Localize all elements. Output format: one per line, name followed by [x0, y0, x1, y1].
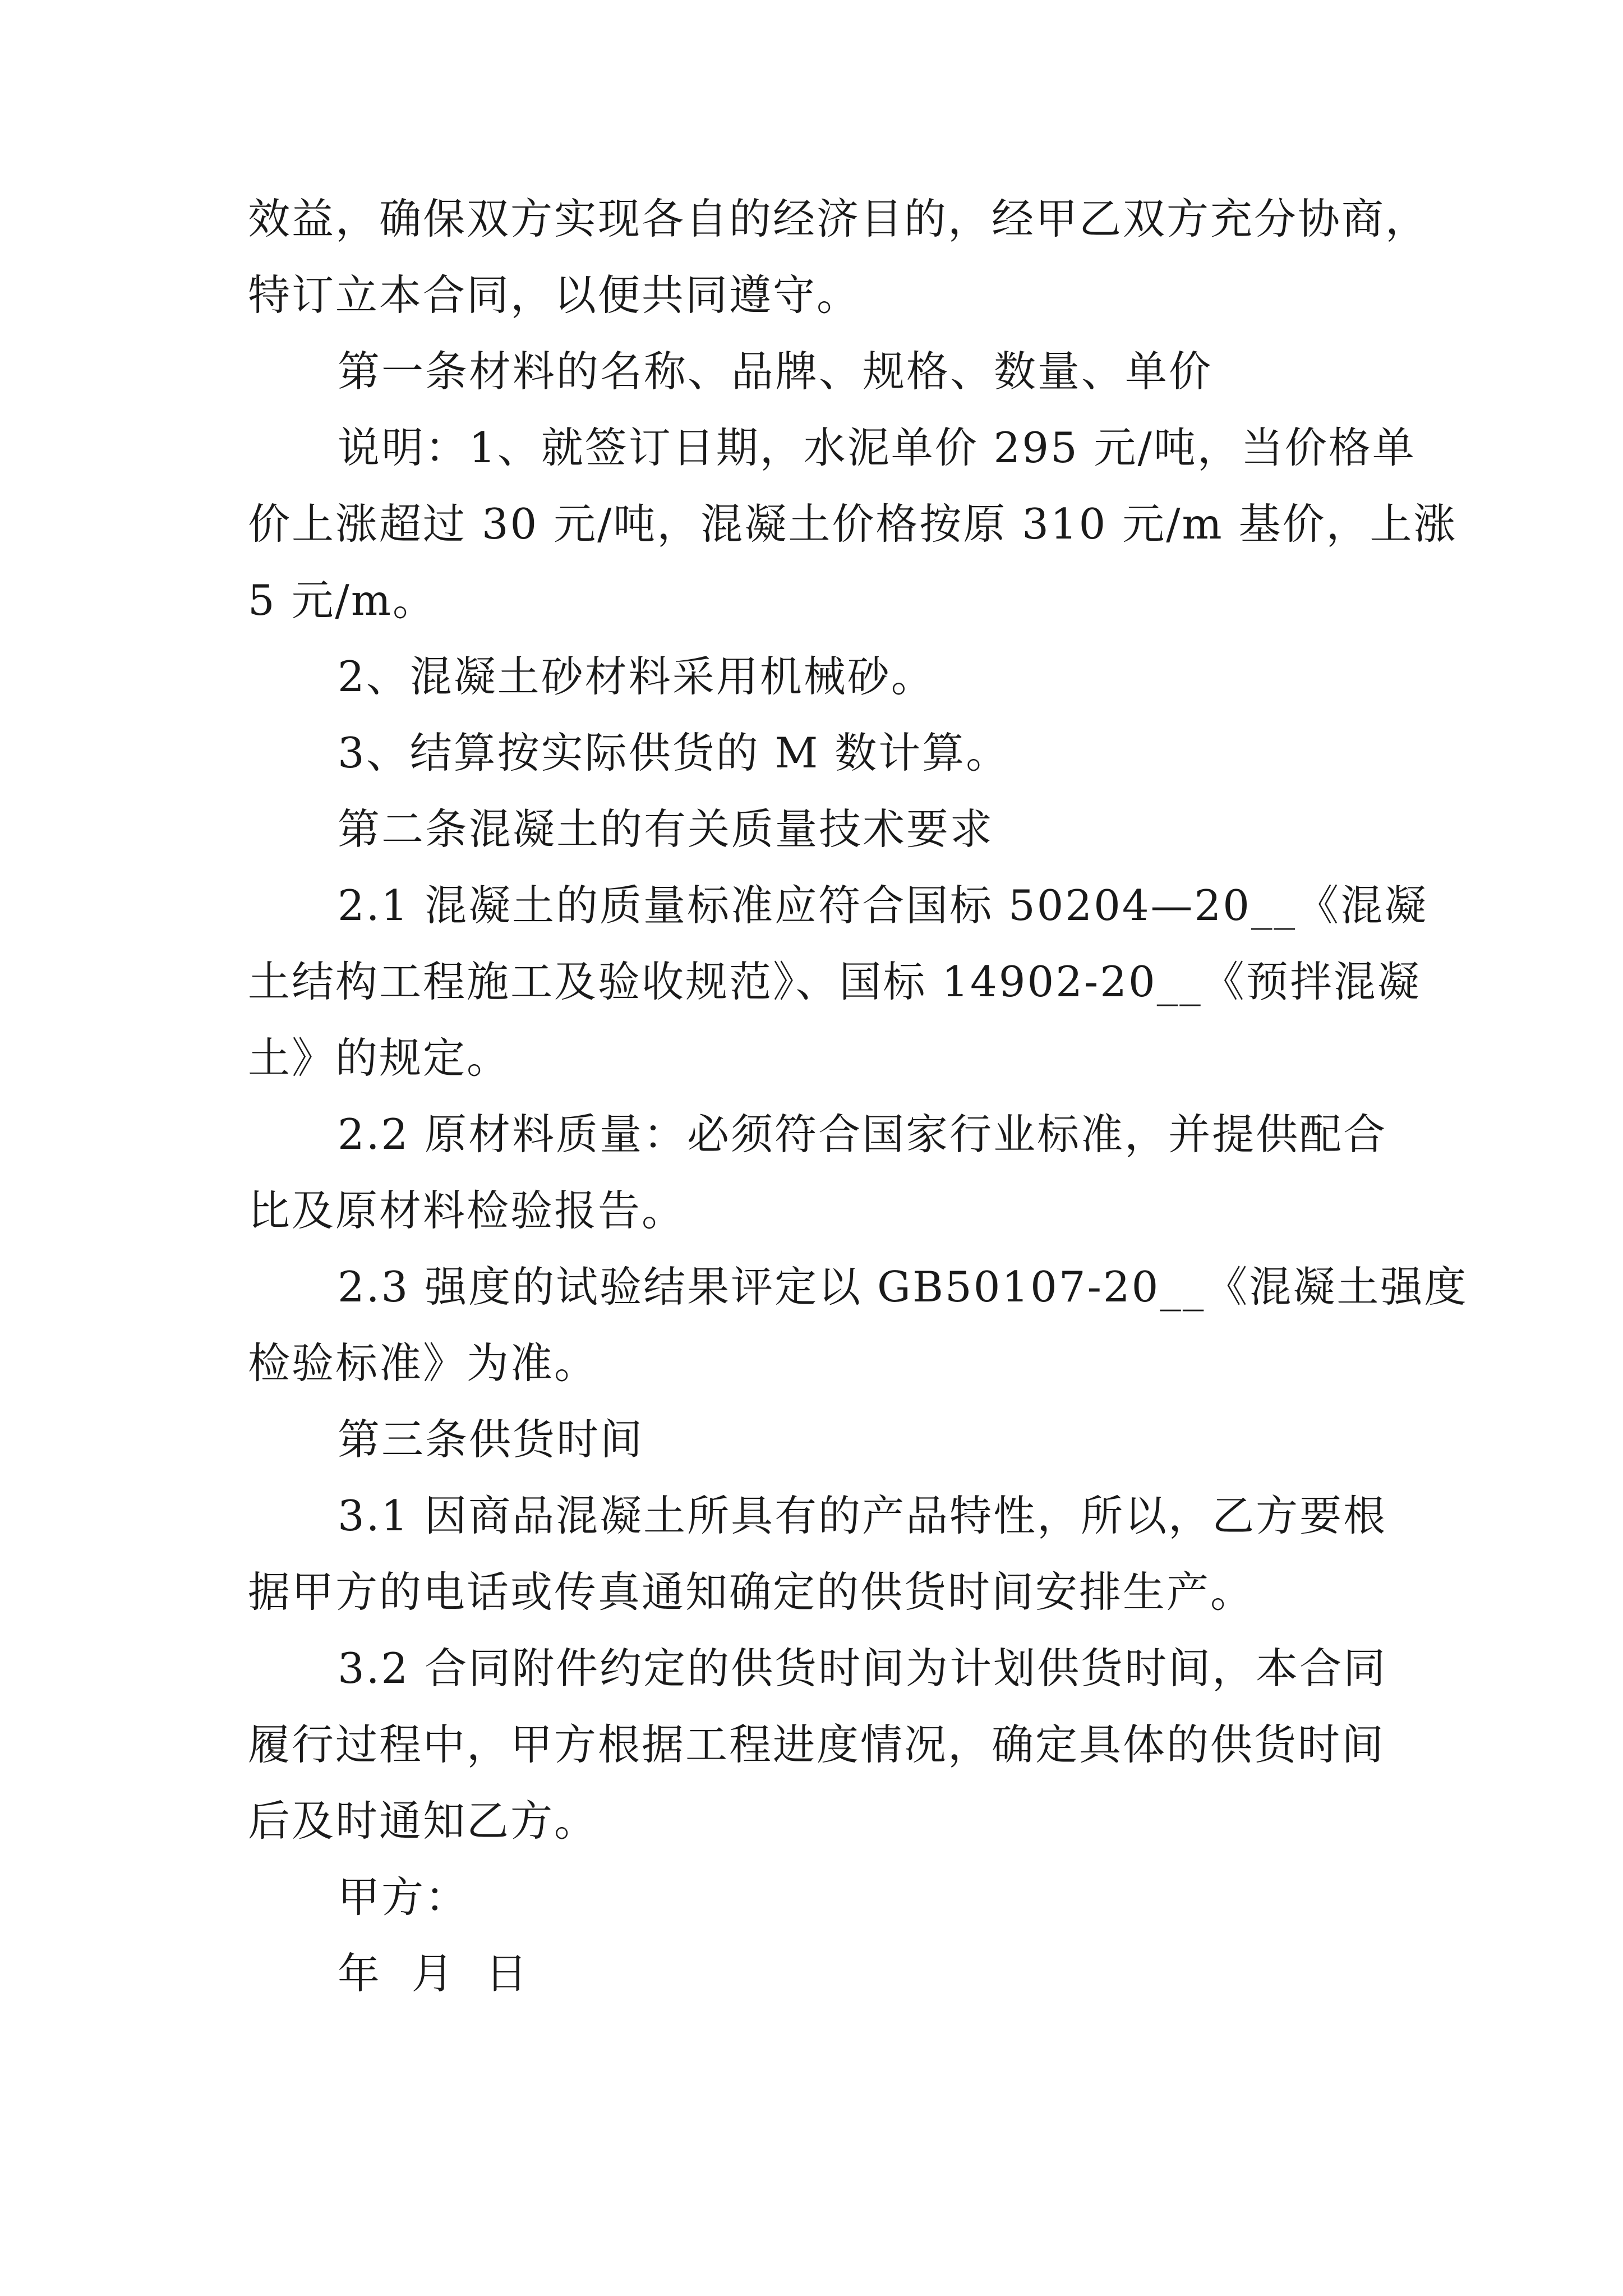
paragraph-line: 检验标准》为准。: [248, 1338, 598, 1388]
paragraph-line: 价上涨超过 30 元/吨，混凝土价格按原 310 元/m 基价，上涨: [248, 499, 1458, 549]
paragraph-line: 履行过程中，甲方根据工程进度情况，确定具体的供货时间: [248, 1720, 1386, 1769]
paragraph-line: 3、结算按实际供货的 M 数计算。: [338, 728, 1010, 777]
paragraph-line: 3.1 因商品混凝土所具有的产品特性，所以，乙方要根: [338, 1491, 1387, 1540]
paragraph-line: 2.2 原材料质量：必须符合国家行业标准，并提供配合: [338, 1110, 1387, 1159]
article-heading: 第二条混凝土的有关质量技术要求: [338, 804, 994, 854]
article-heading: 第一条材料的名称、品牌、规格、数量、单价: [338, 347, 1213, 396]
paragraph-line: 说明：1、就签订日期，水泥单价 295 元/吨，当价格单: [338, 423, 1416, 472]
date-line: 年 月 日: [338, 1949, 529, 1998]
paragraph-line: 效益，确保双方实现各自的经济目的，经甲乙双方充分协商，: [248, 194, 1430, 243]
paragraph-line: 比及原材料检验报告。: [248, 1186, 686, 1235]
paragraph-line: 3.2 合同附件约定的供货时间为计划供货时间，本合同: [338, 1644, 1387, 1693]
paragraph-line: 据甲方的电话或传真通知确定的供货时间安排生产。: [248, 1567, 1255, 1617]
paragraph-line: 2.1 混凝土的质量标准应符合国标 50204—20__《混凝: [338, 881, 1428, 930]
paragraph-line: 特订立本合同，以便共同遵守。: [248, 270, 861, 320]
article-heading: 第三条供货时间: [338, 1415, 644, 1464]
paragraph-line: 2.3 强度的试验结果评定以 GB50107-20__《混凝土强度: [338, 1262, 1468, 1312]
paragraph-line: 2、混凝土砂材料采用机械砂。: [338, 652, 935, 701]
paragraph-line: 土结构工程施工及验收规范》、国标 14902-20__《预拌混凝: [248, 957, 1421, 1006]
paragraph-line: 后及时通知乙方。: [248, 1796, 598, 1846]
paragraph-line: 土》的规定。: [248, 1033, 511, 1083]
signature-label: 甲方：: [338, 1872, 469, 1922]
paragraph-line: 5 元/m。: [248, 576, 436, 625]
